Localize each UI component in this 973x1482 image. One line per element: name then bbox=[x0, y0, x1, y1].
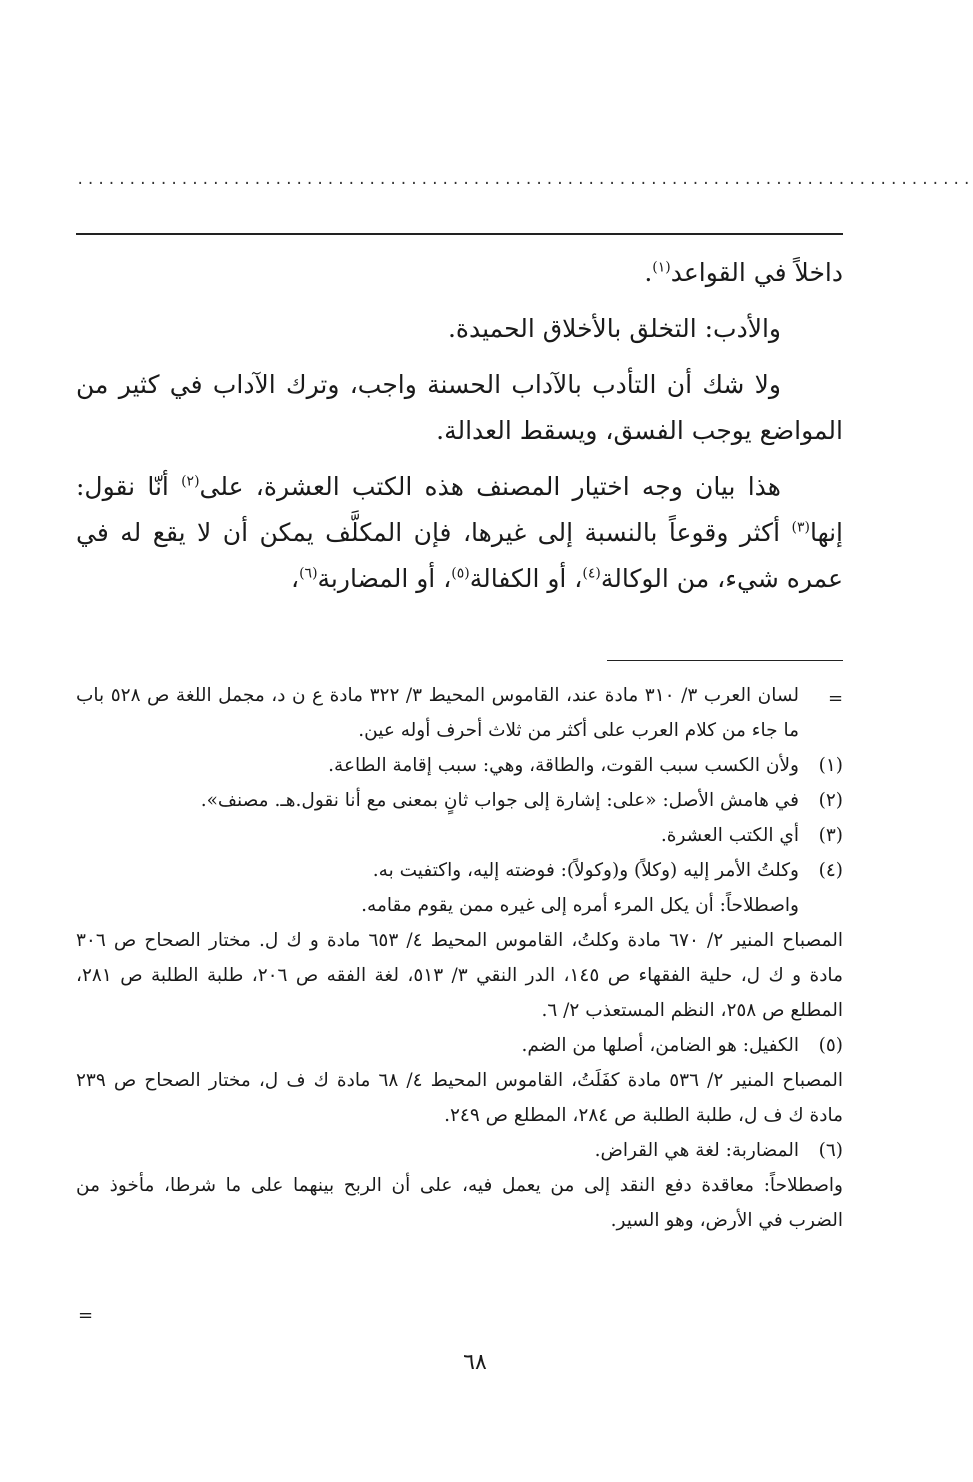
top-rule bbox=[76, 233, 843, 235]
main-text bbox=[76, 250, 843, 612]
footnote-ref-6[interactable]: (٦) bbox=[299, 565, 318, 582]
footnote-number: (٢) bbox=[818, 790, 843, 811]
footnote-ref-2[interactable]: (٢) bbox=[181, 473, 200, 490]
footnote-number: (١) bbox=[818, 755, 843, 776]
footnote-3: (٣)أي الكتب العشرة. bbox=[76, 818, 843, 853]
footnote-1: (١)ولأن الكسب سبب القوت، والطاقة، وهي: سبب إقامة الطاعة. bbox=[76, 748, 843, 783]
footnote-5-sources: المصباح المنير ٢/ ٥٣٦ مادة كفَلَتُ، القاموس المحيط ٤/ ٦٨ مادة ك ف ل، مختار الصحاح ص ٢٣٩ مادة ك ف ل، طلبة الطلبة ص ٢٨٤، المطلع ص ٢٤٩. bbox=[76, 1070, 843, 1126]
footnote-6: (٦)المضاربة: لغة هي القراض. bbox=[76, 1133, 843, 1168]
continuation-mark-bottom: = bbox=[78, 1305, 94, 1326]
footnote-number: (٥) bbox=[818, 1035, 843, 1056]
footnote-2: (٢)في هامش الأصل: «على: إشارة إلى جواب ثانٍ بمعنى مع أنا نقول.هـ. مصنف». bbox=[76, 783, 843, 818]
footnote-6-definition: واصطلاحاً: معاقدة دفع النقد إلى من يعمل فيه، على أن الربح بينهما على ما شرطا، مأخوذ من الضرب في الأرض، وهو السير. bbox=[76, 1175, 843, 1231]
dotted-separator: ...................................................................................... bbox=[76, 172, 973, 188]
continuation-mark-top: = bbox=[828, 688, 844, 709]
footnote-continued: لسان العرب ٣/ ٣١٠ مادة عند، القاموس المحيط ٣/ ٣٢٢ مادة ع ن د، مجمل اللغة ص ٥٢٨ باب ما جاء من كلام العرب على أكثر من ثلاث أحرف أوله عين. bbox=[76, 685, 799, 741]
footnote-4-sources: المصباح المنير ٢/ ٦٧٠ مادة وكلتُ، القاموس المحيط ٤/ ٦٥٣ مادة و ك ل. مختار الصحاح ص ٣٠٦ مادة و ك ل، حلية الفقهاء ص ١٤٥، الدر النقي ٣/ ٥١٣، لغة الفقه ص ٢٠٦، طلبة الطلبة ص ٢٨١، المطلع ص ٢٥٨، النظم المستعذب ٢/ ٦. bbox=[76, 930, 843, 1021]
footnote-ref-5[interactable]: (٥) bbox=[451, 565, 470, 582]
paragraph-1: داخلاً في القواعد$^{(١)}$. bbox=[644, 258, 843, 287]
paragraph-4: هذا بيان وجه اختيار المصنف هذه الكتب العشرة، على$^{(٢)}$ أنّا نقول: إنها$^{(٣)}$ أكثر وقوعاً بالنسبة إلى غيرها، فإن المكلَّف يمكن أن لا يقع له في عمره شيء، من الوكالة$^{(٤)}$، أو الكفالة$^{(٥)}$، أو المضاربة$^{(٦)}$، bbox=[76, 472, 843, 593]
footnote-number: (٣) bbox=[818, 825, 843, 846]
footnotes bbox=[76, 678, 843, 1238]
footnote-ref-3[interactable]: (٣) bbox=[791, 519, 810, 536]
footnote-number: (٦) bbox=[818, 1140, 843, 1161]
footnote-4: (٤)وكلتُ الأمر إليه (وكلاً) و(وكولاً): فوضته إليه، واكتفيت به. bbox=[76, 853, 843, 888]
footnote-ref-1[interactable]: (١) bbox=[652, 259, 671, 276]
footnote-number: (٤) bbox=[818, 860, 843, 881]
paragraph-2: والأدب: التخلق بالأخلاق الحميدة. bbox=[447, 314, 781, 343]
footnote-rule bbox=[607, 660, 843, 661]
footnote-ref-4[interactable]: (٤) bbox=[582, 565, 601, 582]
page-number: ٦٨ bbox=[463, 1350, 487, 1375]
paragraph-3: ولا شك أن التأدب بالآداب الحسنة واجب، وترك الآداب في كثير من المواضع يوجب الفسق، ويسقط العدالة. bbox=[76, 370, 843, 445]
footnote-4-definition: واصطلاحاً: أن يكل المرء أمره إلى غيره ممن يقوم مقامه. bbox=[361, 895, 799, 916]
footnote-5: (٥)الكفيل: هو الضامن، أصلها من الضم. bbox=[76, 1028, 843, 1063]
